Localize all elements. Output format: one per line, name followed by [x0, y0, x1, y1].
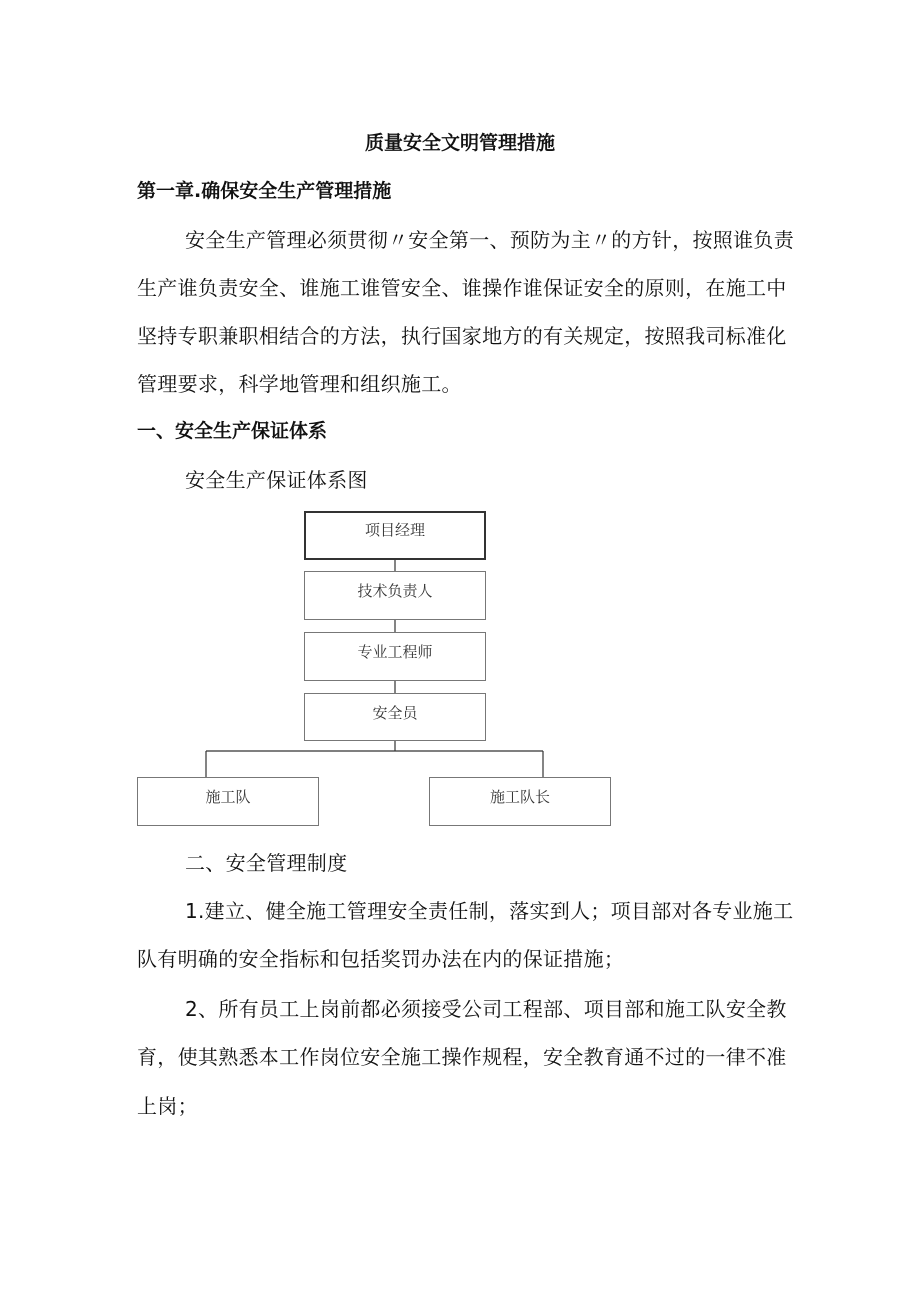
item1-line-1: 1.建立、健全施工管理安全责任制，落实到人；项目部对各专业施工 — [185, 899, 794, 923]
intro-line-3: 坚持专职兼职相结合的方法，执行国家地方的有关规定，按照我司标准化 — [137, 324, 787, 348]
diagram-caption: 安全生产保证体系图 — [185, 468, 368, 492]
intro-line-2: 生产谁负责安全、谁施工谁管安全、谁操作谁保证安全的原则，在施工中 — [137, 276, 787, 300]
chapter-heading: 第一章.确保安全生产管理措施 — [137, 180, 392, 202]
section2-heading: 二、安全管理制度 — [185, 851, 348, 875]
item1-line-2: 队有明确的安全指标和包括奖罚办法在内的保证措施； — [137, 947, 625, 971]
org-box-label: 技术负责人 — [357, 582, 433, 600]
document-title: 质量安全文明管理措施 — [364, 132, 555, 154]
org-box-construction-team — [137, 777, 319, 826]
intro-line-1: 安全生产管理必须贯彻〃安全第一、预防为主〃的方针，按照谁负责 — [185, 228, 794, 252]
org-box-safety-officer — [304, 693, 486, 741]
org-box-professional-engineer — [304, 632, 486, 681]
org-box-label: 施工队长 — [489, 788, 550, 806]
org-box-project-manager — [304, 511, 486, 560]
org-box-label: 项目经理 — [364, 521, 425, 539]
org-box-label: 施工队 — [205, 788, 251, 806]
intro-line-4: 管理要求，科学地管理和组织施工。 — [137, 372, 462, 396]
org-box-technical-lead — [304, 571, 486, 620]
org-box-label: 安全员 — [372, 704, 418, 722]
org-box-team-leader — [429, 777, 611, 826]
section1-heading: 一、安全生产保证体系 — [137, 420, 328, 442]
org-box-label: 专业工程师 — [357, 643, 433, 661]
item2-line-3: 上岗； — [137, 1094, 198, 1118]
item2-line-2: 育，使其熟悉本工作岗位安全施工操作规程，安全教育通不过的一律不准 — [137, 1045, 787, 1069]
item2-line-1: 2、所有员工上岗前都必须接受公司工程部、项目部和施工队安全教 — [185, 997, 787, 1021]
